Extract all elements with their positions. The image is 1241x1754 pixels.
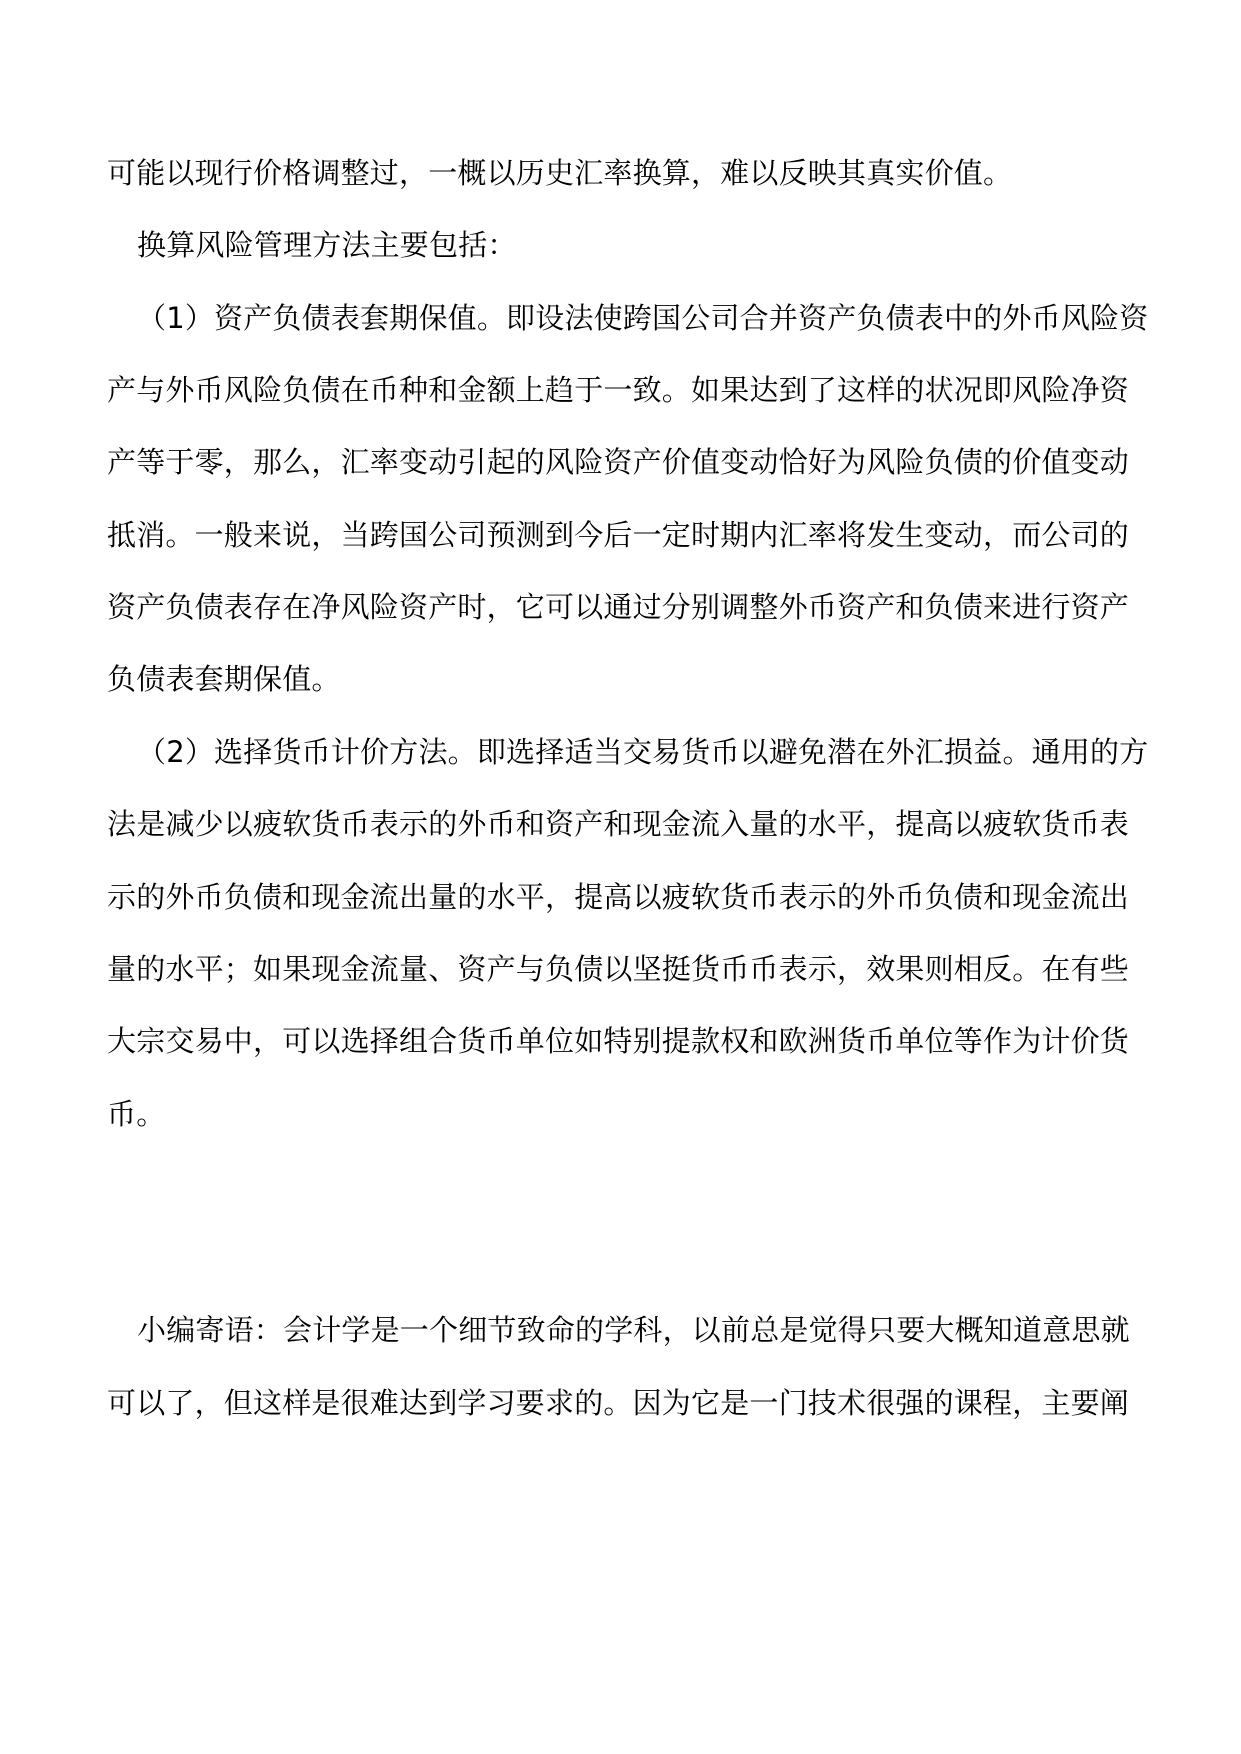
text-line: 产与外币风险负债在币种和金额上趋于一致。如果达到了这样的状况即风险净资 — [107, 373, 1130, 407]
text-line: 币。 — [107, 1097, 166, 1131]
text-line: （1）资产负债表套期保值。即设法使跨国公司合并资产负债表中的外币风险资 — [137, 301, 1149, 335]
text-line: 法是减少以疲软货币表示的外币和资产和现金流入量的水平，提高以疲软货币表 — [107, 807, 1130, 841]
text-line: 小编寄语：会计学是一个细节致命的学科，以前总是觉得只要大概知道意思就 — [137, 1313, 1130, 1347]
text-line: 量的水平；如果现金流量、资产与负债以坚挺货币币表示，效果则相反。在有些 — [107, 952, 1130, 986]
text-line: 负债表套期保值。 — [107, 662, 341, 696]
text-line: 换算风险管理方法主要包括： — [137, 228, 517, 262]
text-line: 资产负债表存在净风险资产时，它可以通过分别调整外币资产和负债来进行资产 — [107, 590, 1130, 624]
text-line: 大宗交易中，可以选择组合货币单位如特别提款权和欧洲货币单位等作为计价货 — [107, 1024, 1130, 1058]
text-line: 产等于零，那么，汇率变动引起的风险资产价值变动恰好为风险负债的价值变动 — [107, 445, 1130, 479]
text-line: 可以了，但这样是很难达到学习要求的。因为它是一门技术很强的课程，主要阐 — [107, 1386, 1130, 1420]
text-line: 抵消。一般来说，当跨国公司预测到今后一定时期内汇率将发生变动，而公司的 — [107, 518, 1130, 552]
text-line: 可能以现行价格调整过，一概以历史汇率换算，难以反映其真实价值。 — [107, 156, 1013, 190]
text-line: （2）选择货币计价方法。即选择适当交易货币以避免潜在外汇损益。通用的方 — [137, 735, 1149, 769]
text-line: 示的外币负债和现金流出量的水平，提高以疲软货币表示的外币负债和现金流出 — [107, 880, 1130, 914]
